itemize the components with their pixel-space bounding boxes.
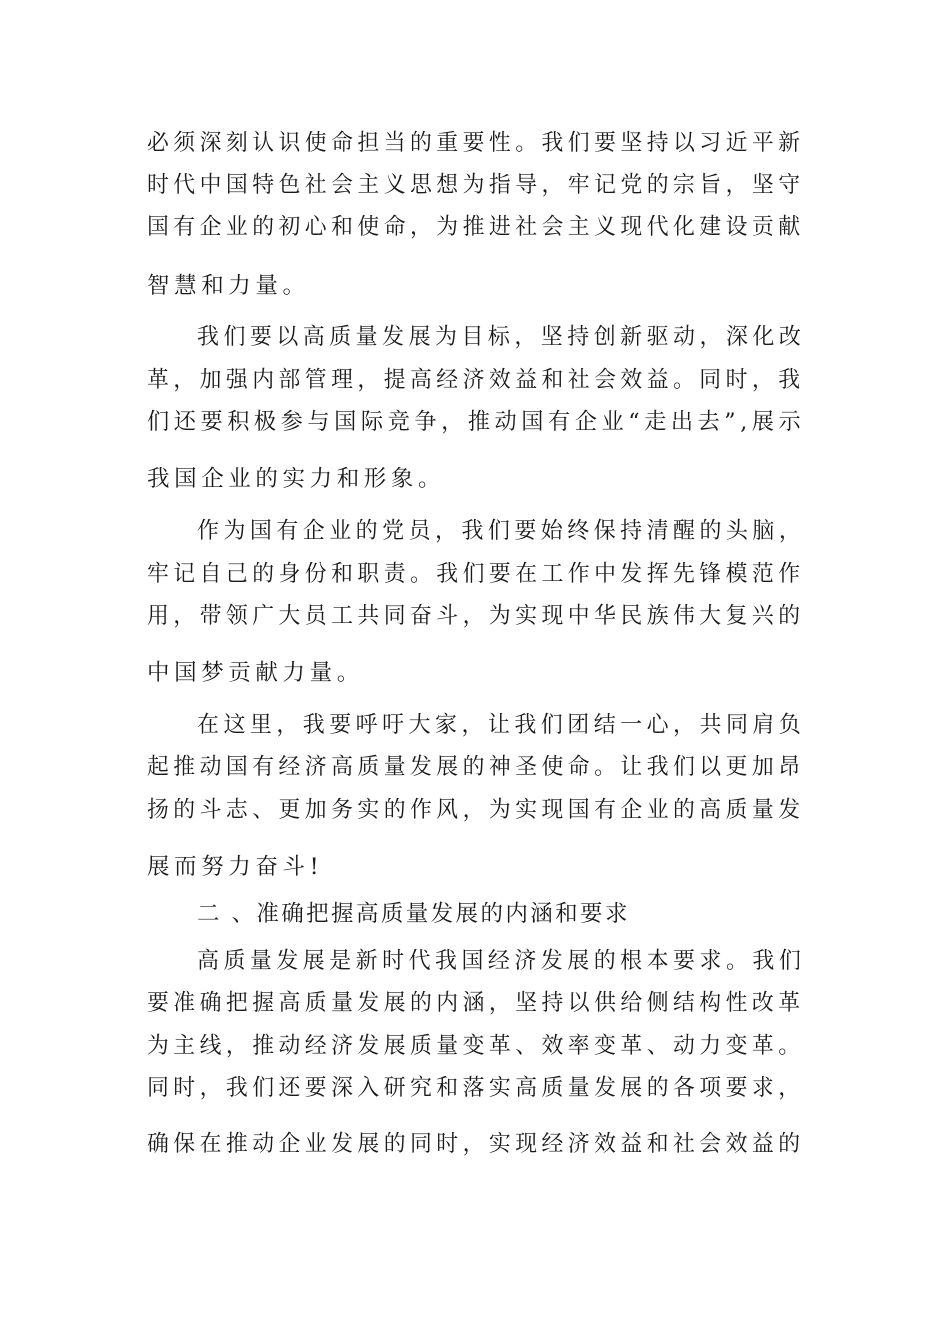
paragraph-line: 起推动国有经济高质量发展的神圣使命。让我们以更加昂 bbox=[147, 754, 805, 780]
paragraph-line: 高质量发展是新时代我国经济发展的根本要求。我们 bbox=[197, 948, 806, 974]
paragraph-line: 要准确把握高质量发展的内涵，坚持以供给侧结构性改革 bbox=[147, 990, 805, 1016]
paragraph-line: 时代中国特色社会主义思想为指导，牢记党的宗旨，坚守 bbox=[147, 172, 805, 198]
paragraph-line: 在这里，我要呼吁大家，让我们团结一心，共同肩负 bbox=[197, 712, 806, 738]
paragraph-line: 用，带领广大员工共同奋斗，为实现中华民族伟大复兴的 bbox=[147, 603, 805, 629]
paragraph-line: 智慧和力量。 bbox=[147, 273, 310, 299]
paragraph-line: 确保在推动企业发展的同时，实现经济效益和社会效益的 bbox=[147, 1131, 805, 1157]
paragraph-line: 扬的斗志、更加务实的作风，为实现国有企业的高质量发 bbox=[147, 797, 805, 823]
paragraph-line: 必须深刻认识使命担当的重要性。我们要坚持以习近平新 bbox=[147, 130, 805, 156]
paragraph-line: 革，加强内部管理，提高经济效益和社会效益。同时，我 bbox=[147, 367, 805, 393]
paragraph-line: 国有企业的初心和使命，为推进社会主义现代化建设贡献 bbox=[147, 214, 805, 240]
paragraph-line: 们还要积极参与国际竞争，推动国有企业“走出去”,展示 bbox=[147, 409, 806, 435]
paragraph-line: 我国企业的实力和形象。 bbox=[147, 466, 446, 492]
paragraph-line: 同时，我们还要深入研究和落实高质量发展的各项要求， bbox=[147, 1075, 805, 1101]
paragraph-line: 作为国有企业的党员，我们要始终保持清醒的头脑， bbox=[197, 518, 806, 544]
paragraph-line: 中国梦贡献力量。 bbox=[147, 660, 364, 686]
paragraph-line: 我们要以高质量发展为目标，坚持创新驱动，深化改 bbox=[197, 324, 806, 350]
section-heading: 二 、准确把握高质量发展的内涵和要求 bbox=[197, 901, 630, 927]
paragraph-line: 展而努力奋斗! bbox=[147, 854, 324, 880]
paragraph-line: 为主线，推动经济发展质量变革、效率变革、动力变革。 bbox=[147, 1033, 805, 1059]
paragraph-line: 牢记自己的身份和职责。我们要在工作中发挥先锋模范作 bbox=[147, 561, 805, 587]
